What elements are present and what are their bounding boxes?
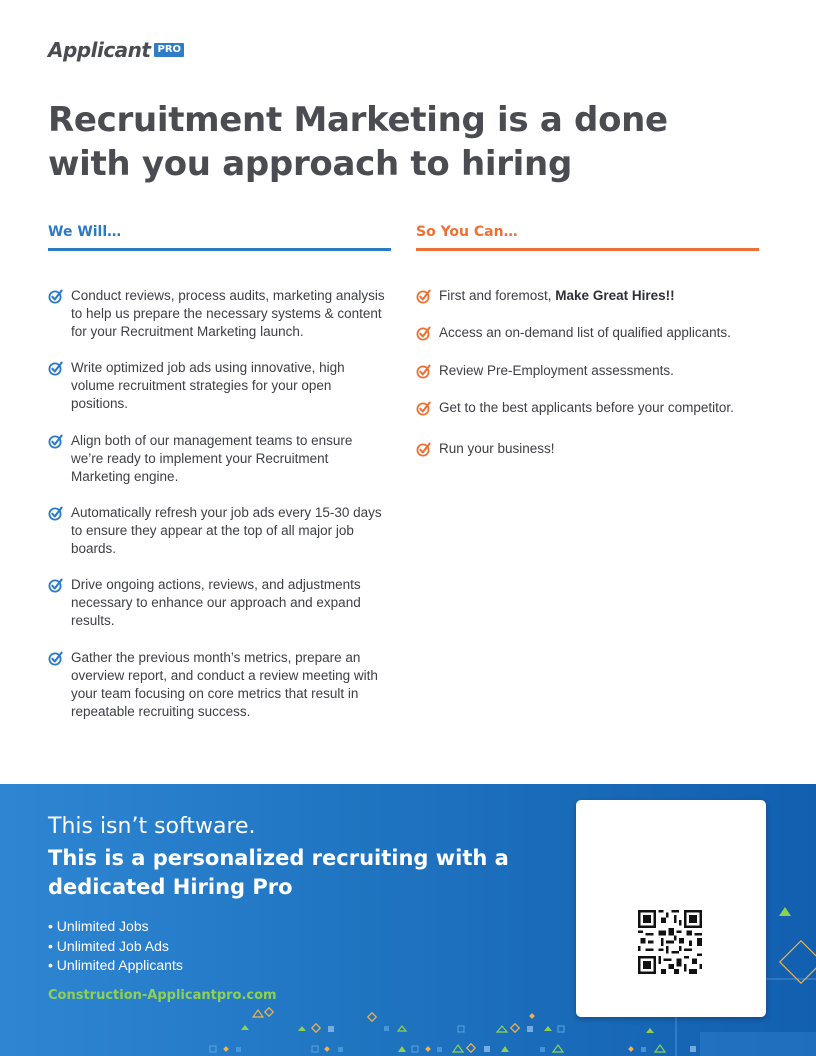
so-you-can-heading: So You Can… (416, 224, 518, 240)
we-will-item-text: Align both of our management teams to ensure we’re ready to implement your Recruitment Marketing engine. (71, 433, 353, 484)
we-will-item-text: Conduct reviews, process audits, marketing analysis to help us prepare the necessary systems & content for your Recruitment Marketing launch. (71, 288, 385, 339)
we-will-item (48, 287, 388, 341)
orange-checkmark-icon (416, 400, 432, 416)
qr-code-card (576, 800, 766, 1017)
we-will-item-text: Automatically refresh your job ads every 15-30 days to ensure they appear at the top of all major job boards. (71, 505, 382, 556)
promo-banner (0, 784, 816, 1056)
so-you-can-divider (416, 248, 759, 251)
logo-wordmark: Applicant (48, 38, 151, 62)
page-title: Recruitment Marketing is a done with you approach to hiring (48, 100, 668, 184)
banner-bullet: • Unlimited Applicants (48, 956, 183, 976)
orange-checkmark-icon (416, 441, 432, 457)
banner-headline: This is a personalized recruiting with a dedicated Hiring Pro (48, 846, 509, 899)
so-you-can-item-text: Review Pre-Employment assessments. (439, 363, 674, 378)
qr-code-icon[interactable] (638, 910, 702, 974)
we-will-heading: We Will… (48, 224, 122, 240)
blue-checkmark-icon (48, 433, 64, 449)
we-will-item (48, 504, 388, 558)
orange-checkmark-icon (416, 325, 432, 341)
blue-checkmark-icon (48, 360, 64, 376)
we-will-item (48, 359, 388, 413)
so-you-can-item-text (439, 287, 675, 305)
so-you-can-item (416, 324, 761, 342)
we-will-item (48, 576, 388, 630)
make-great-hires-emphasis: Make Great Hires!! (555, 288, 675, 303)
blue-checkmark-icon (48, 650, 64, 666)
blue-checkmark-icon (48, 288, 64, 304)
we-will-item (48, 649, 388, 721)
orange-checkmark-icon (416, 363, 432, 379)
blue-checkmark-icon (48, 577, 64, 593)
so-you-can-item (416, 287, 761, 305)
we-will-item-text: Gather the previous month’s metrics, prepare an overview report, and conduct a review meeting with your team focusing on core metrics that result in repeatable recruiting success. (71, 650, 378, 719)
we-will-item-text: Drive ongoing actions, reviews, and adjustments necessary to enhance our approach and expand results. (71, 577, 361, 628)
so-you-can-item (416, 440, 761, 458)
blue-checkmark-icon (48, 505, 64, 521)
logo-pro-badge: PRO (154, 43, 184, 57)
orange-checkmark-icon (416, 288, 432, 304)
banner-bullet: • Unlimited Job Ads (48, 937, 183, 957)
banner-bullet-list (48, 917, 183, 976)
so-you-can-item (416, 399, 761, 417)
so-you-can-item (416, 362, 761, 380)
so-you-can-item-text: Get to the best applicants before your competitor. (439, 400, 734, 415)
applicantpro-logo (48, 38, 184, 62)
banner-intro: This isn’t software. (48, 814, 256, 839)
so-you-can-item-text: Access an on-demand list of qualified applicants. (439, 325, 731, 340)
we-will-divider (48, 248, 391, 251)
we-will-item (48, 432, 388, 486)
so-you-can-item-prefix: First and foremost, (439, 288, 556, 303)
website-link[interactable]: Construction-Applicantpro.com (48, 988, 277, 1003)
banner-bullet: • Unlimited Jobs (48, 917, 183, 937)
so-you-can-item-text: Run your business! (439, 441, 555, 456)
we-will-item-text: Write optimized job ads using innovative, high volume recruitment strategies for your open positions. (71, 360, 345, 411)
